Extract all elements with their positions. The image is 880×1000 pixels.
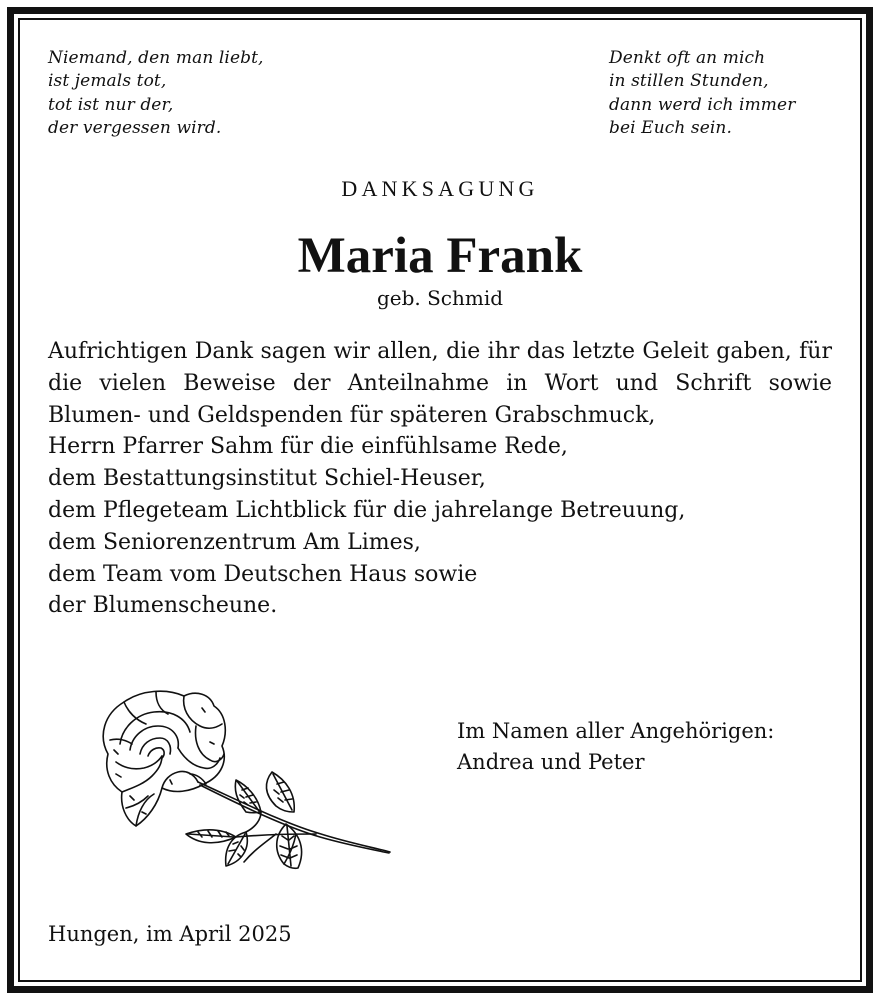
thanks-text: [48, 336, 832, 622]
birth-name: geb. Schmid: [376, 286, 504, 310]
signature-line: Andrea und Peter: [457, 750, 645, 774]
deceased-name: Maria Frank: [297, 228, 583, 284]
poem-line: der vergessen wird.: [48, 117, 222, 138]
poem-line: bei Euch sein.: [609, 117, 732, 138]
poem-line: tot ist nur der,: [48, 94, 174, 115]
signature-line: Im Namen aller Angehörigen:: [457, 719, 775, 743]
poem-line: Niemand, den man liebt,: [48, 48, 264, 68]
thanks-line: der Blumenscheune.: [48, 593, 278, 619]
poem-line: Denkt oft an mich: [609, 48, 766, 68]
poem-left: [48, 47, 264, 140]
thanks-line: dem Pflegeteam Lichtblick für die jahrelange Betreuung,: [48, 497, 686, 523]
place-date: Hungen, im April 2025: [48, 922, 292, 946]
signature: [457, 716, 774, 778]
thanks-intro: Aufrichtigen Dank sagen wir allen, die ihr das letzte Geleit gaben, für die vielen Beweise der Anteilnahme in Wort und Schrift sowie Blumen- und Geldspenden für späteren Grabschmuck,: [48, 339, 832, 428]
thanks-line: Herrn Pfarrer Sahm für die einfühlsame Rede,: [48, 434, 568, 460]
rose-icon: [86, 684, 396, 889]
thanks-line: dem Team vom Deutschen Haus sowie: [48, 561, 478, 587]
poem-line: dann werd ich immer: [609, 94, 796, 115]
thanks-line: dem Seniorenzentrum Am Limes,: [48, 529, 421, 555]
poem-line: in stillen Stunden,: [609, 71, 769, 92]
thanks-line: dem Bestattungsinstitut Schiel-Heuser,: [48, 466, 486, 492]
poem-right: [609, 47, 795, 140]
heading: DANKSAGUNG: [341, 176, 539, 201]
poem-line: ist jemals tot,: [48, 71, 167, 92]
